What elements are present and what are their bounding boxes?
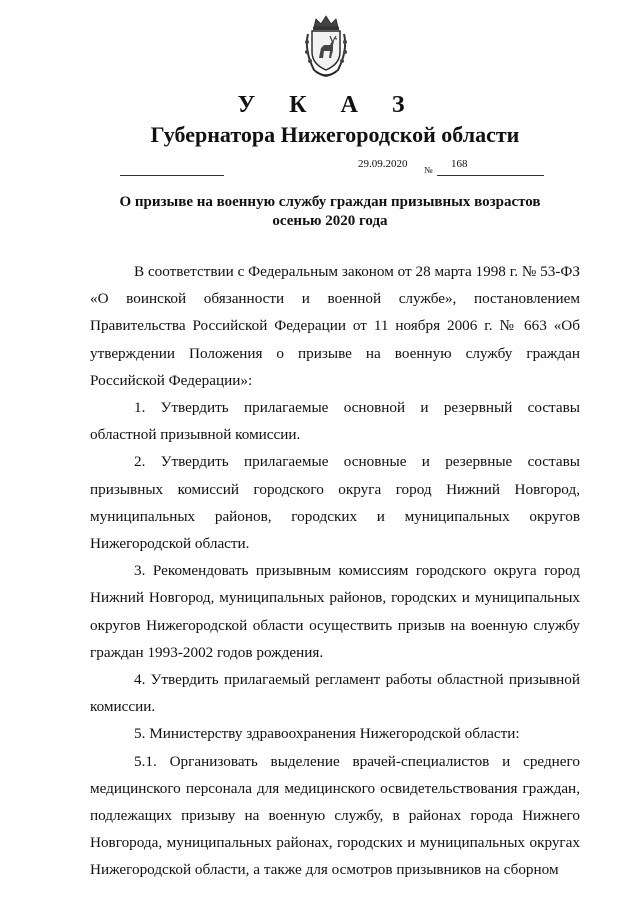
clause-5-paragraph: 5. Министерству здравоохранения Нижегородской области: xyxy=(134,725,520,743)
document-number: 168 xyxy=(451,158,468,170)
clause-2-paragraph: 2. Утвердить прилагаемые основные и резервные составы призывных комиссий городского округа город Нижний Новгород, муниципальных районов, городских и муниципальных округов Нижегородской области. xyxy=(90,453,580,553)
coat-of-arms-emblem xyxy=(300,14,352,78)
issuer-title: Губернатора Нижегородской области xyxy=(150,122,520,147)
clause-3-paragraph: 3. Рекомендовать призывным комиссиям городского округа город Нижний Новгород, муниципальных районов, городских и муниципальных округов Нижегородской области осуществить призыв на военную службу граждан 1993-2002 годов рождения. xyxy=(90,562,580,661)
subject-line-1: О призыве на военную службу граждан призывных возрастов xyxy=(119,194,541,210)
clause-4-paragraph: 4. Утвердить прилагаемый регламент работы областной призывной комиссии. xyxy=(90,671,580,716)
document-type-title: У К А З xyxy=(237,92,419,118)
clause-5-1-paragraph: 5.1. Организовать выделение врачей-специалистов и среднего медицинского персонала для медицинского освидетельствования граждан, подлежащих призыву на военную службу, в районах города Нижнего Новгорода, муниципальных районах, городских и муниципальных округах Нижегородской области, а также для осмотров призывников на сборном xyxy=(90,752,580,879)
date-underline xyxy=(120,175,224,176)
preamble-paragraph: В соответствии с Федеральным законом от 28 марта 1998 г. № 53-ФЗ «О воинской обязанности и военной службе», постановлением Правительства Российской Федерации от 11 ноября 2006 г. № 663 «Об утверждении Положения о призыве на военную службу граждан Российской Федерации»: xyxy=(90,263,580,389)
subject-line-2: осенью 2020 года xyxy=(272,213,388,229)
document-date: 29.09.2020 xyxy=(358,158,408,170)
number-sign: № xyxy=(424,165,433,175)
document-subject xyxy=(110,193,550,231)
document-body xyxy=(90,258,580,884)
number-underline xyxy=(437,175,544,176)
clause-1-paragraph: 1. Утвердить прилагаемые основной и резервный составы областной призывной комиссии. xyxy=(90,399,580,444)
